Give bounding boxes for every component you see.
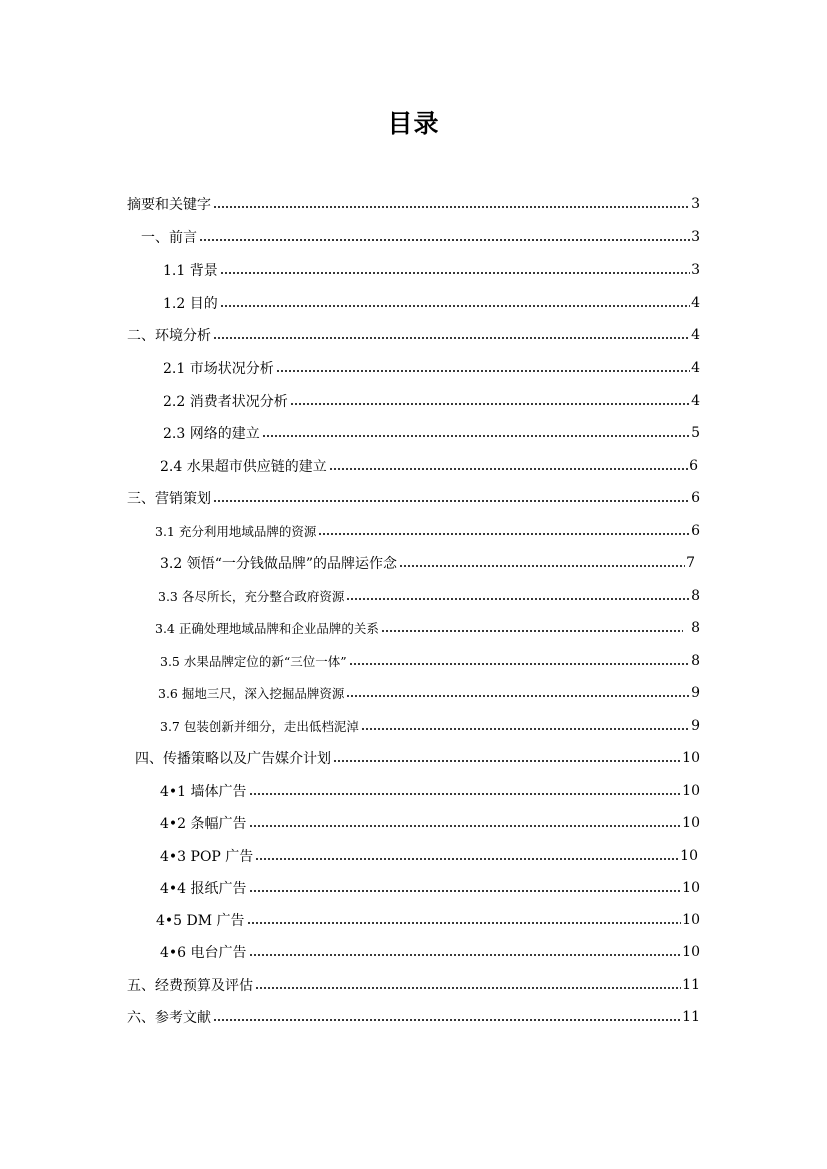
toc-entry[interactable] (160, 710, 700, 742)
toc-entry-label: 4•5 DM 广告 (156, 913, 245, 929)
toc-dot-leader (249, 825, 682, 827)
toc-page-number: 10 (682, 815, 700, 831)
toc-page-number: 4 (691, 327, 700, 343)
toc-page-number: 9 (691, 685, 700, 701)
toc-entry[interactable] (163, 287, 700, 319)
toc-entry[interactable] (158, 580, 700, 612)
toc-entry-label: 1.2 目的 (163, 296, 218, 312)
toc-entry[interactable] (141, 221, 700, 253)
toc-page-number: 3 (691, 229, 700, 245)
toc-entry-label: 3.6 掘地三尺，深入挖掘品牌资源 (158, 686, 345, 701)
toc-entry[interactable] (163, 352, 700, 384)
toc-page-number: 3 (691, 196, 700, 212)
toc-dot-leader (399, 565, 685, 567)
toc-entry-label: 摘要和关键字 (127, 197, 211, 213)
toc-dot-leader (220, 272, 690, 274)
toc-entry-label: 4•3 POP 广告 (160, 849, 254, 865)
toc-dot-leader (346, 695, 690, 697)
toc-page-number: 6 (691, 490, 700, 506)
toc-dot-leader (276, 370, 690, 372)
toc-dot-leader (290, 403, 690, 405)
toc-page-number: 3 (691, 262, 700, 278)
toc-entry[interactable] (163, 385, 700, 417)
toc-dot-leader (249, 954, 682, 956)
toc-dot-leader (249, 793, 682, 795)
toc-entry-label: 2.4 水果超市供应链的建立 (160, 459, 327, 475)
toc-dot-leader (255, 858, 679, 860)
toc-page-number: 10 (682, 783, 700, 799)
toc-entry[interactable] (163, 417, 700, 449)
toc-entry[interactable] (155, 612, 700, 644)
toc-entry-label: 3.5 水果品牌定位的新“三位一体” (160, 654, 347, 669)
toc-entry[interactable] (160, 775, 700, 807)
toc-entry[interactable] (160, 547, 695, 579)
toc-entry-label: 二、环境分析 (127, 328, 211, 344)
toc-entry-label: 五、经费预算及评估 (127, 978, 253, 994)
toc-entry[interactable] (127, 319, 700, 351)
toc-entry-label: 3.3 各尽所长，充分整合政府资源 (158, 589, 345, 604)
toc-page-number: 10 (682, 880, 700, 896)
toc-entry[interactable] (158, 677, 700, 709)
toc-entry[interactable] (127, 1001, 700, 1033)
toc-dot-leader (247, 922, 682, 924)
toc-page-number: 10 (682, 750, 700, 766)
toc-dot-leader (249, 890, 682, 892)
toc-entry[interactable] (160, 872, 700, 904)
toc-entry[interactable] (155, 515, 700, 547)
toc-entry-label: 3.7 包装创新并细分，走出低档泥淖 (160, 719, 359, 734)
toc-entry[interactable] (160, 840, 698, 872)
toc-entry[interactable] (160, 645, 700, 677)
toc-entry-label: 4•6 电台广告 (160, 945, 247, 961)
toc-entry[interactable] (160, 936, 700, 968)
toc-dot-leader (213, 206, 690, 208)
toc-entry[interactable] (156, 904, 700, 936)
toc-page-number: 4 (691, 360, 700, 376)
toc-entry-label: 1.1 背景 (163, 263, 218, 279)
toc-entry[interactable] (127, 188, 700, 220)
toc-dot-leader (381, 630, 683, 632)
toc-dot-leader (333, 760, 681, 762)
toc-dot-leader (361, 728, 690, 730)
toc-entry-label: 3.1 充分利用地域品牌的资源 (155, 524, 317, 539)
toc-entry[interactable] (160, 807, 700, 839)
toc-page-number: 5 (691, 425, 700, 441)
toc-entry-label: 4•2 条幅广告 (160, 816, 247, 832)
toc-page-number: 6 (689, 458, 698, 474)
toc-page-number: 10 (680, 848, 698, 864)
toc-dot-leader (220, 305, 690, 307)
toc-entry-label: 2.2 消费者状况分析 (163, 394, 288, 410)
toc-dot-leader (213, 337, 690, 339)
toc-dot-leader (318, 533, 690, 535)
toc-entry[interactable] (135, 742, 700, 774)
toc-dot-leader (213, 1019, 681, 1021)
toc-entry[interactable] (127, 969, 700, 1001)
toc-entry-label: 2.1 市场状况分析 (163, 361, 274, 377)
toc-entry[interactable] (160, 450, 698, 482)
toc-dot-leader (199, 239, 690, 241)
toc-entry-label: 六、参考文献 (127, 1010, 211, 1026)
toc-entry[interactable] (163, 254, 700, 286)
toc-dot-leader (262, 435, 690, 437)
toc-dot-leader (349, 663, 690, 665)
toc-page-number: 8 (691, 653, 700, 669)
toc-entry[interactable] (127, 482, 700, 514)
toc-dot-leader (213, 500, 690, 502)
toc-page-number: 10 (682, 944, 700, 960)
toc-entry-label: 4•4 报纸广告 (160, 881, 247, 897)
toc-page-number: 6 (691, 523, 700, 539)
toc-page-number: 11 (682, 977, 700, 993)
toc-entry-label: 2.3 网络的建立 (163, 426, 260, 442)
toc-page-number: 8 (691, 620, 700, 636)
toc-entry-label: 一、前言 (141, 230, 197, 246)
toc-page-number: 4 (691, 295, 700, 311)
toc-page-number: 8 (691, 588, 700, 604)
toc-page-number: 9 (691, 718, 700, 734)
toc-dot-leader (329, 468, 688, 470)
toc-entry-label: 3.4 正确处理地域品牌和企业品牌的关系 (155, 621, 379, 636)
page-title: 目录 (387, 109, 440, 138)
toc-dot-leader (255, 987, 681, 989)
toc-page-number: 11 (682, 1009, 700, 1025)
toc-page-number: 7 (686, 555, 695, 571)
toc-entry-label: 3.2 领悟“一分钱做品牌”的品牌运作念 (160, 556, 398, 572)
toc-page-number: 10 (682, 912, 700, 928)
toc-page-number: 4 (691, 393, 700, 409)
toc-entry-label: 三、营销策划 (127, 491, 211, 507)
toc-entry-label: 4•1 墙体广告 (160, 784, 247, 800)
toc-dot-leader (346, 598, 690, 600)
toc-entry-label: 四、传播策略以及广告媒介计划 (135, 751, 331, 767)
